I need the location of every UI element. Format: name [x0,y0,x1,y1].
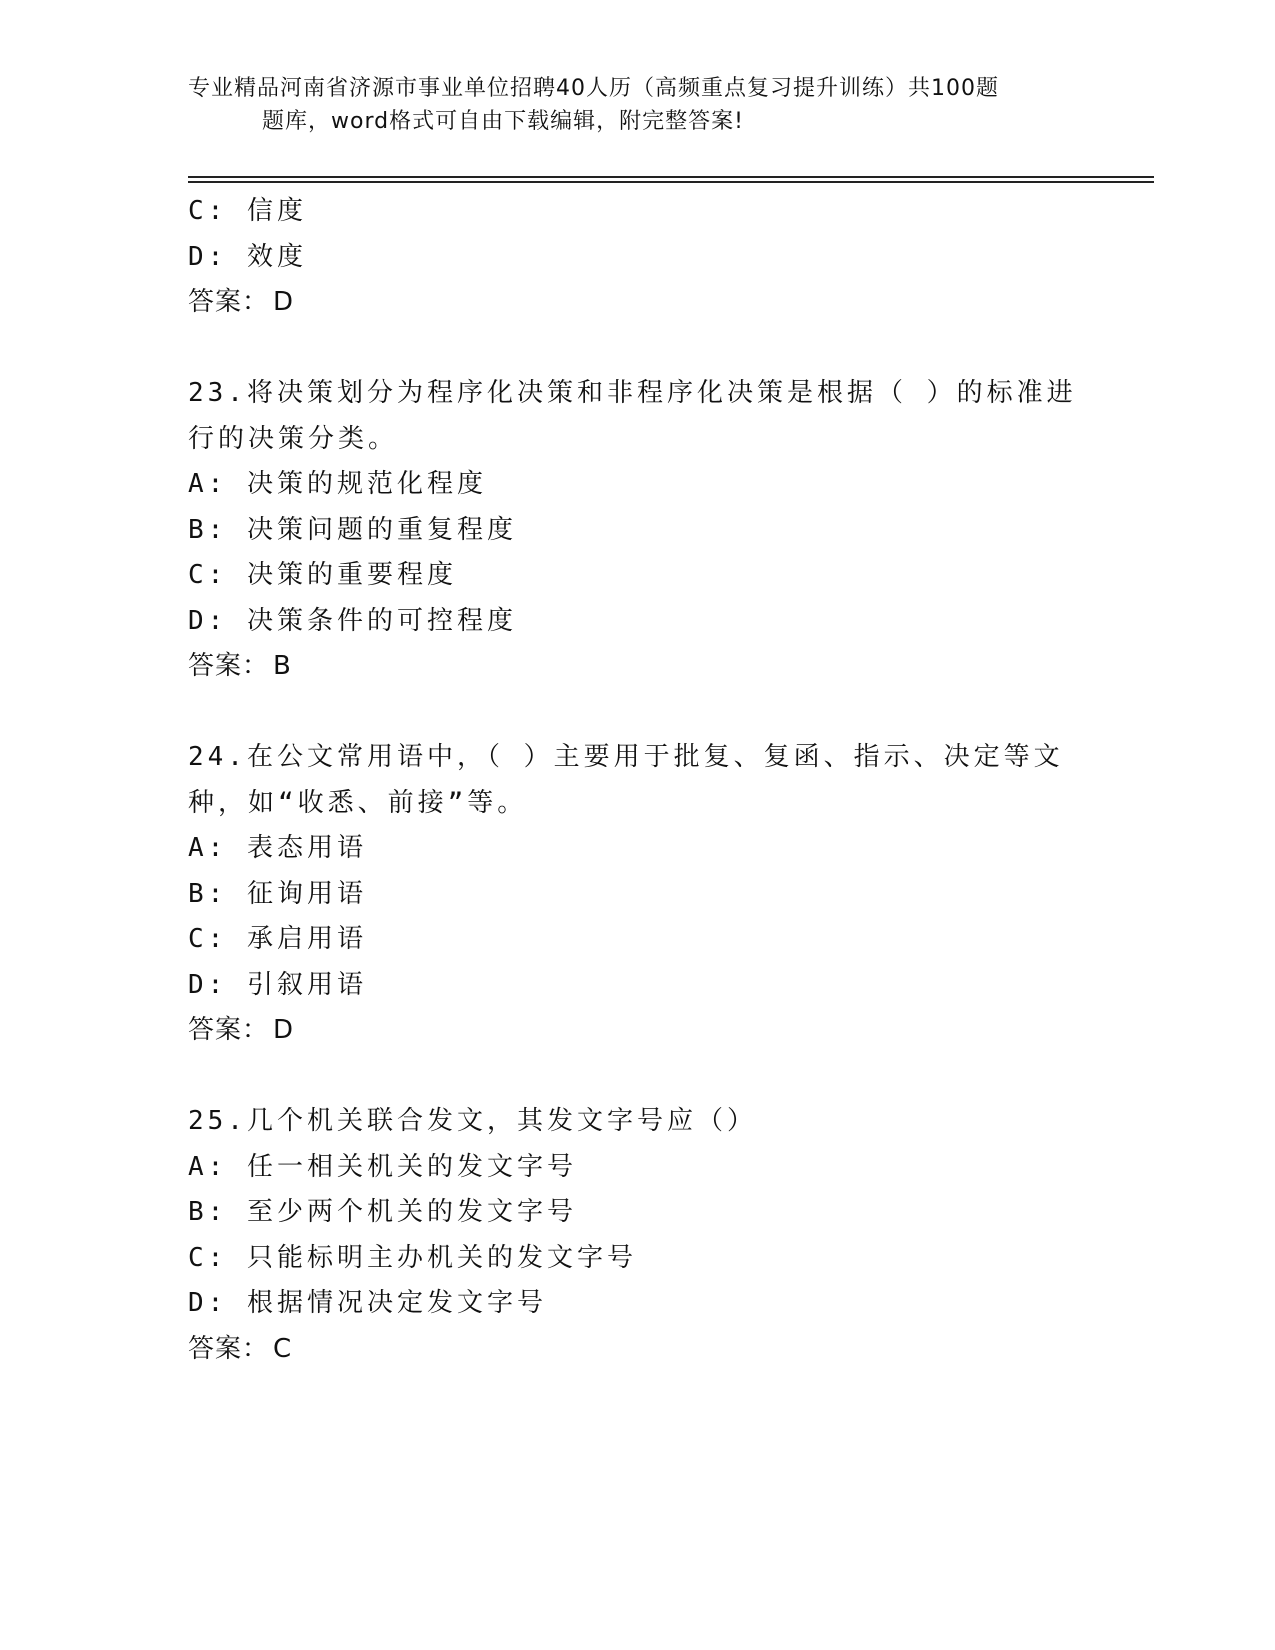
header-divider-bottom [188,181,1154,183]
question-stem: 25.几个机关联合发文，其发文字号应（） [188,1106,757,1136]
option-c: C: 决策的重要程度 [188,560,457,590]
question-25 [188,1099,1088,1372]
option-a: A: 表态用语 [188,833,367,863]
answer-value: C [273,1333,293,1364]
answer-line [188,280,1088,326]
option-d: D: 引叙用语 [188,969,367,1000]
spacer [188,690,1088,736]
answer-line [188,1008,1088,1054]
answer-line [188,1327,1088,1373]
answer-value: B [273,651,292,681]
answer-line [188,644,1088,690]
question-stem-continued: 行的决策分类。 [188,423,399,454]
question-list [188,189,1088,1372]
option-b: B: 至少两个机关的发文字号 [188,1197,577,1227]
option-a: A: 任一相关机关的发文字号 [188,1151,577,1182]
answer-value: D [273,287,295,317]
question-stem: 24.在公文常用语中，（ ）主要用于批复、复函、指示、决定等文 [188,742,1064,772]
option-d: D: 效度 [188,241,307,272]
header-divider-top [188,176,1154,178]
option-c: C: 信度 [188,196,307,226]
question-24 [188,735,1088,1054]
answer-label: 答案： [188,651,270,681]
question-stem: 23.将决策划分为程序化决策和非程序化决策是根据（ ）的标准进 [188,378,1077,408]
spacer [188,1054,1088,1100]
answer-label: 答案： [188,1333,270,1364]
question-stem-continued: 种，如“收悉、前接”等。 [188,787,528,818]
option-a: A: 决策的规范化程度 [188,469,487,499]
answer-label: 答案： [188,1015,270,1045]
option-d: D: 根据情况决定发文字号 [188,1288,547,1318]
question-23 [188,371,1088,690]
answer-label: 答案： [188,287,270,317]
option-c: C: 承启用语 [188,924,367,954]
header-title-line2: 题库，word格式可自由下载编辑，附完整答案! [262,109,744,134]
header-title-line1: 专业精品河南省济源市事业单位招聘40人历（高频重点复习提升训练）共100题 [188,76,999,101]
option-c: C: 只能标明主办机关的发文字号 [188,1242,637,1273]
spacer [188,326,1088,372]
option-d: D: 决策条件的可控程度 [188,605,517,636]
option-b: B: 征询用语 [188,878,367,909]
question-22-tail [188,189,1088,326]
answer-value: D [273,1015,295,1045]
option-b: B: 决策问题的重复程度 [188,514,517,545]
